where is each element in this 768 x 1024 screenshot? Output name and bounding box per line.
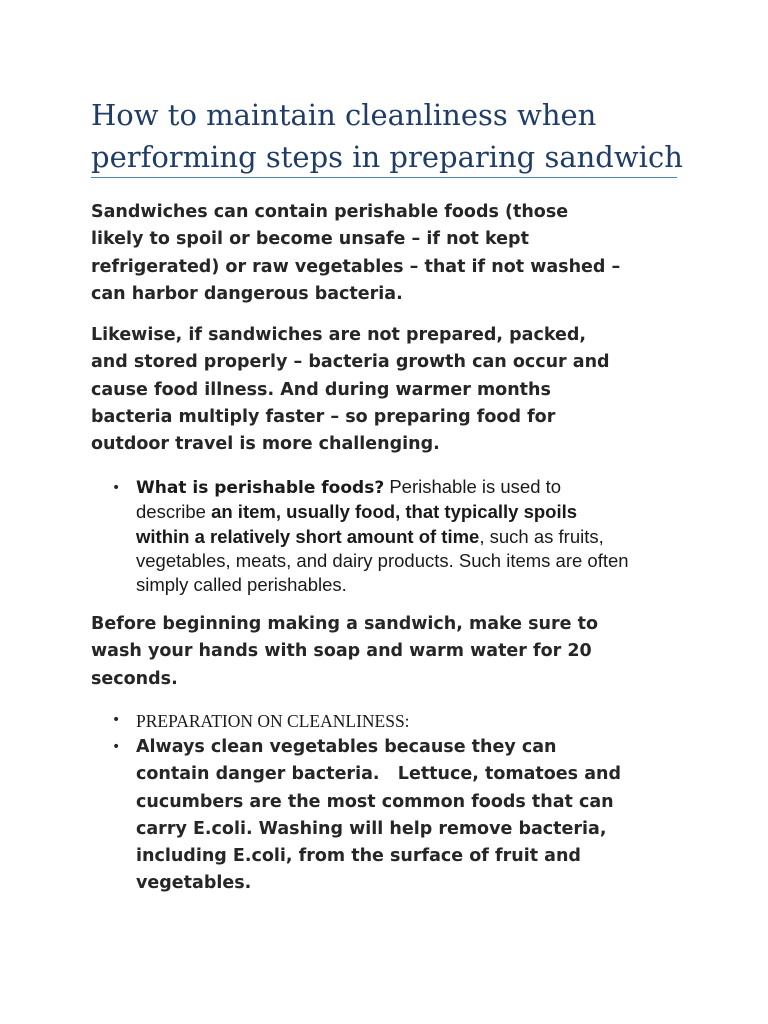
bullet-marker: • — [112, 739, 121, 755]
bullet-text: describe — [136, 501, 212, 523]
bullet-line — [136, 475, 696, 500]
handwashing-paragraph — [91, 611, 691, 693]
bullet-line — [136, 500, 696, 524]
paragraph-line: seconds. — [91, 668, 178, 689]
bullet-line: contain danger bacteria. Lettuce, tomatoes and — [136, 764, 621, 785]
paragraph-line: can harbor dangerous bacteria. — [91, 283, 403, 304]
bullet-heading: What is perishable foods? — [136, 478, 385, 498]
bullet-bold-text: an item, usually food, that typically spoils — [211, 501, 578, 523]
bullet-text: , such as fruits, — [479, 525, 604, 547]
bullet-body — [136, 475, 696, 597]
paragraph-line: likely to spoil or become unsafe – if not kept — [91, 229, 529, 250]
bullet-line: including E.coli, from the surface of fruit and — [136, 846, 581, 867]
paragraph-line: outdoor travel is more challenging. — [91, 434, 440, 455]
bullet-line — [136, 525, 696, 549]
paragraph-line: wash your hands with soap and warm water for 20 — [91, 641, 592, 662]
document-title — [91, 94, 691, 178]
bullet-text: Perishable is used to — [384, 476, 562, 497]
bullet-line: simply called perishables. — [136, 574, 347, 596]
bullet-line: vegetables. — [136, 873, 252, 894]
paragraph-line: Sandwiches can contain perishable foods (those — [91, 202, 569, 222]
bullet-line: Always clean vegetables because they can — [136, 737, 557, 757]
title-underline — [91, 177, 677, 178]
title-line: How to maintain cleanliness when — [91, 98, 597, 132]
likewise-paragraph — [91, 322, 691, 458]
bullet-bold-text: within a relatively short amount of time — [136, 525, 480, 547]
bullet-line: cucumbers are the most common foods that can — [136, 791, 614, 812]
paragraph-line: bacteria multiply faster – so preparing food for — [91, 406, 556, 427]
bullet-marker: • — [112, 712, 121, 728]
paragraph-line: and stored properly – bacteria growth can occur and — [91, 352, 610, 373]
paragraph-line: Likewise, if sandwiches are not prepared, packed, — [91, 325, 587, 345]
bullet-body — [136, 734, 696, 898]
bullet-line: carry E.coli. Washing will help remove bacteria, — [136, 818, 607, 839]
bullet-text: PREPARATION ON CLEANLINESS: — [136, 711, 410, 731]
title-line: performing steps in preparing sandwich — [91, 140, 683, 174]
paragraph-line: refrigerated) or raw vegetables – that if not washed – — [91, 256, 621, 277]
paragraph-line: Before beginning making a sandwich, make sure to — [91, 614, 598, 634]
bullet-line: vegetables, meats, and dairy products. Such items are often — [136, 549, 629, 571]
bullet-marker: • — [112, 480, 121, 496]
intro-paragraph — [91, 199, 691, 308]
paragraph-line: cause food illness. And during warmer months — [91, 379, 551, 400]
